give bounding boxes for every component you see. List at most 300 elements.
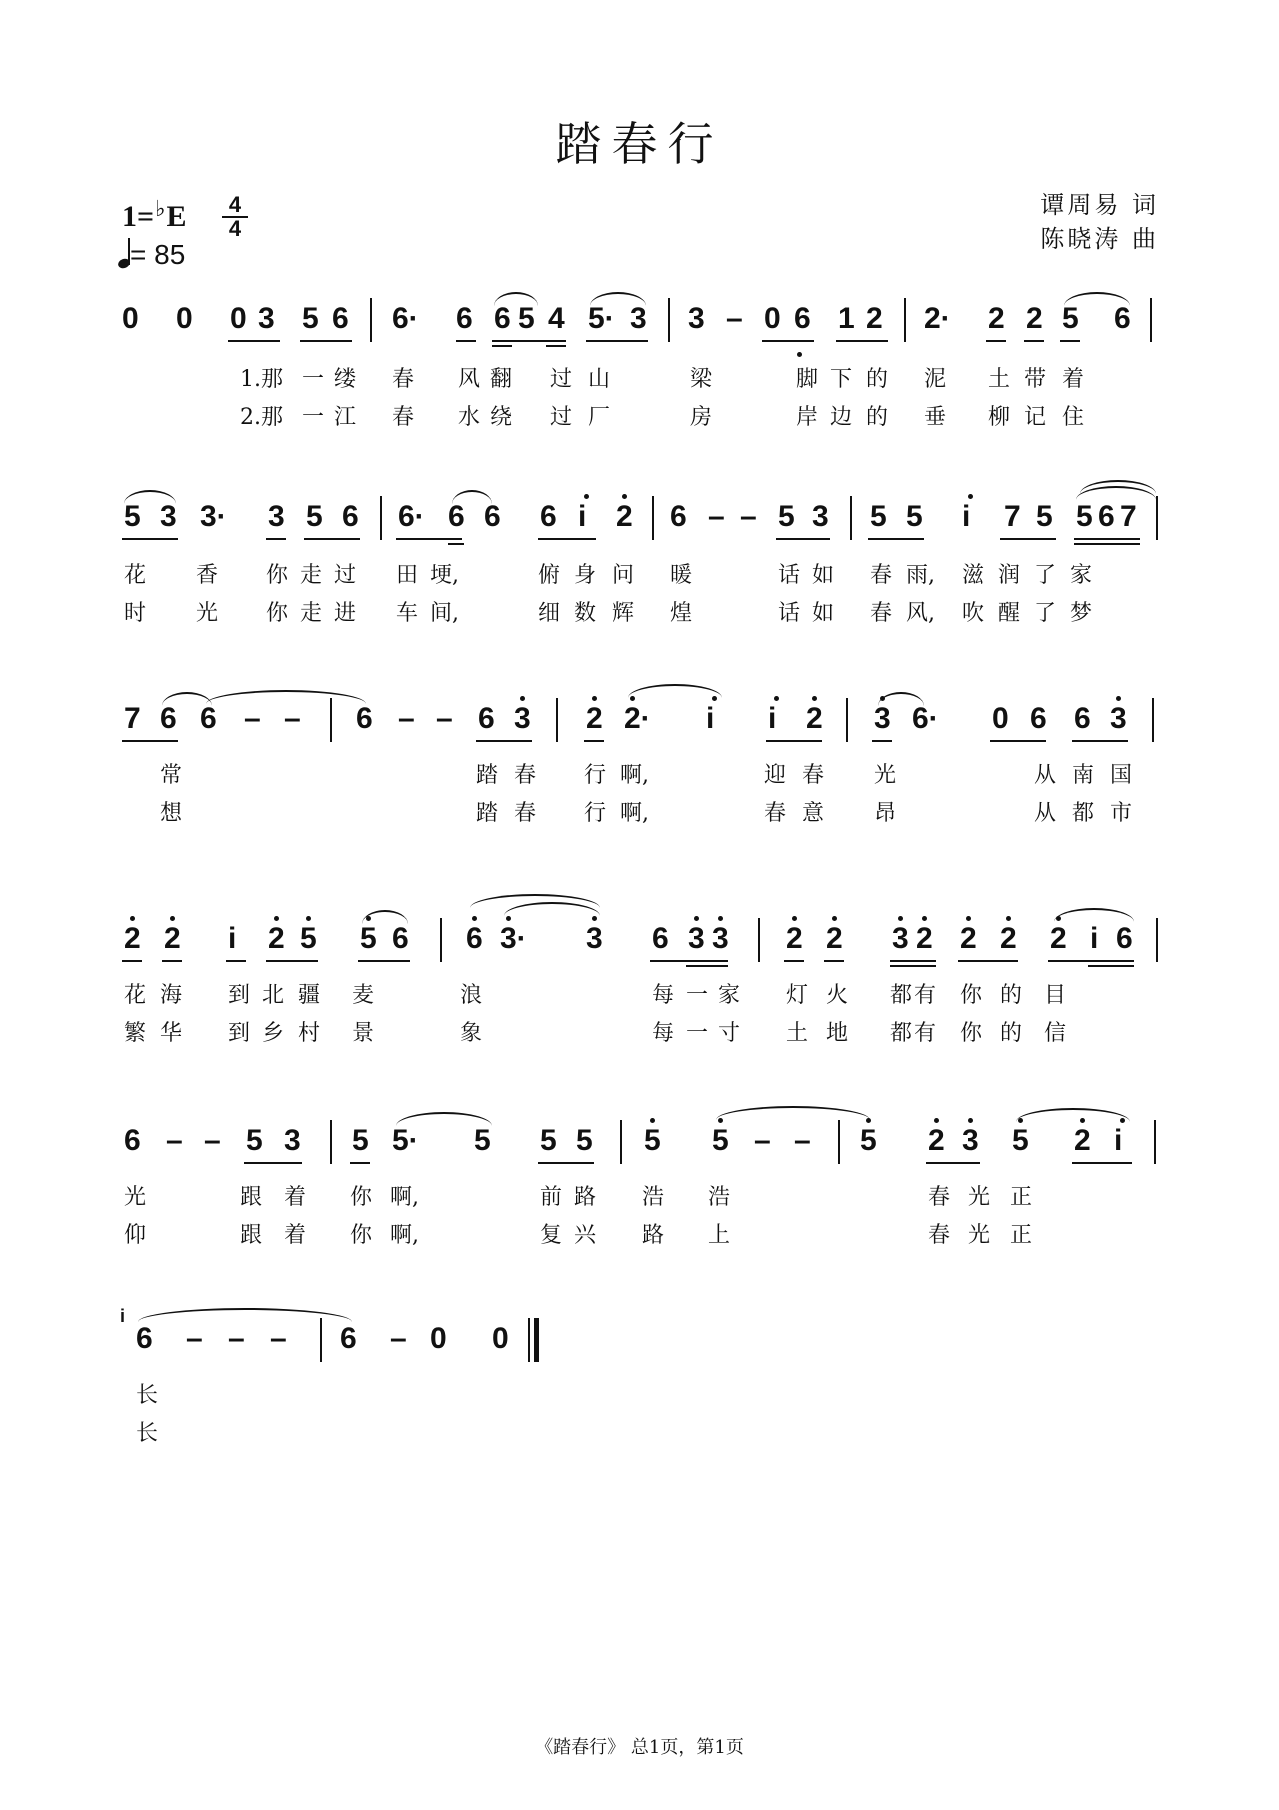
lyrics-verse-1 xyxy=(0,1378,1279,1408)
octave-dot xyxy=(592,696,597,701)
lyric: 梦 xyxy=(1070,601,1093,626)
underline-beam xyxy=(958,960,1018,962)
note: 3· xyxy=(500,922,527,955)
octave-dot xyxy=(934,1118,939,1123)
lyric: 家 xyxy=(718,983,741,1008)
barline xyxy=(330,698,332,742)
octave-dot xyxy=(472,916,477,921)
note: 6 xyxy=(1098,500,1115,533)
octave-dot xyxy=(792,916,797,921)
lyrics-verse-2 xyxy=(0,596,1279,626)
note: 5 xyxy=(1076,500,1093,533)
lyric: 都 xyxy=(890,1021,913,1046)
note: 5 xyxy=(306,500,323,533)
note: 0 xyxy=(230,302,247,335)
underline-beam xyxy=(1024,340,1044,342)
note: i xyxy=(1090,922,1099,955)
note: 5 xyxy=(124,500,141,533)
note: 3 xyxy=(160,500,177,533)
lyric: 从 xyxy=(1034,801,1057,826)
note: 5 xyxy=(712,1124,729,1157)
underline-beam xyxy=(122,960,142,962)
lyric: 有 xyxy=(914,983,937,1008)
lyric: 间, xyxy=(430,601,459,626)
lyric: 啊, xyxy=(620,801,649,826)
barline xyxy=(330,1120,332,1164)
lyric: 华 xyxy=(160,1021,183,1046)
lyric: 你 xyxy=(350,1223,373,1248)
slur xyxy=(494,292,538,306)
note: 2 xyxy=(786,922,803,955)
lyric: 兴 xyxy=(574,1223,597,1248)
lyric: 过 xyxy=(550,367,573,392)
note: 5 xyxy=(518,302,535,335)
note: 2 xyxy=(164,922,181,955)
note: 0 xyxy=(492,1322,509,1355)
underline-beam xyxy=(162,960,182,962)
note: 7 xyxy=(124,702,141,735)
lyrics-verse-2 xyxy=(0,1416,1279,1446)
note: 2 xyxy=(1050,922,1067,955)
note: 6 xyxy=(332,302,349,335)
note: 6 xyxy=(652,922,669,955)
lyric: 光 xyxy=(968,1223,991,1248)
note: 6 xyxy=(200,702,217,735)
note: – xyxy=(754,1124,771,1157)
lyric: 着 xyxy=(284,1223,307,1248)
barline xyxy=(652,496,654,540)
note: 0 xyxy=(122,302,139,335)
lyric: 1.那 xyxy=(240,367,283,392)
lyric: 迎 xyxy=(764,763,787,788)
note: i xyxy=(706,702,715,735)
barline xyxy=(904,298,906,342)
lyric: 话 xyxy=(778,563,801,588)
lyric: 埂, xyxy=(430,563,459,588)
lyric: 你 xyxy=(960,1021,983,1046)
lyric: 正 xyxy=(1010,1185,1033,1210)
lyric: 春 xyxy=(392,367,415,392)
lyric: 意 xyxy=(802,801,825,826)
note: 6 xyxy=(1074,702,1091,735)
underline-beam xyxy=(122,538,178,540)
underline-beam xyxy=(686,965,728,967)
lyric: 都 xyxy=(890,983,913,1008)
note: 5 xyxy=(1062,302,1079,335)
lyric: 山 xyxy=(588,367,611,392)
note: 6 xyxy=(448,500,465,533)
barline xyxy=(440,918,442,962)
note: 6 xyxy=(124,1124,141,1157)
note: 4 xyxy=(548,302,565,335)
notation-line xyxy=(0,302,1279,352)
lyric: 润 xyxy=(998,563,1021,588)
note: 2 xyxy=(586,702,603,735)
note: 5 xyxy=(860,1124,877,1157)
octave-dot xyxy=(797,352,802,357)
underline-beam xyxy=(226,960,246,962)
underline-beam xyxy=(836,340,888,342)
lyric: 浩 xyxy=(708,1185,731,1210)
underline-beam xyxy=(300,340,352,342)
underline-beam xyxy=(872,740,892,742)
note: – xyxy=(740,500,757,533)
lyric: 话 xyxy=(778,601,801,626)
key-prefix: 1= xyxy=(122,200,155,233)
quarter-note-icon xyxy=(118,238,130,268)
note: 2 xyxy=(1026,302,1043,335)
note: 6 xyxy=(466,922,483,955)
note: 2 xyxy=(960,922,977,955)
lyric: 常 xyxy=(160,763,183,788)
note: 6 xyxy=(340,1322,357,1355)
note: 2 xyxy=(806,702,823,735)
note: 2 xyxy=(988,302,1005,335)
lyrics-verse-1 xyxy=(0,558,1279,588)
octave-dot xyxy=(1006,916,1011,921)
tempo-marking xyxy=(118,238,185,271)
underline-beam xyxy=(304,538,360,540)
note: – xyxy=(244,702,261,735)
lyric: 家 xyxy=(1070,563,1093,588)
slur xyxy=(124,490,176,504)
lyric: 北 xyxy=(262,983,285,1008)
time-signature-bottom: 4 xyxy=(228,216,242,241)
note: 6 xyxy=(484,500,501,533)
note: 2 xyxy=(928,1124,945,1157)
lyric: 前 xyxy=(540,1185,563,1210)
lyric: 房 xyxy=(690,405,713,430)
lyric: 目 xyxy=(1044,983,1067,1008)
lyric: 边 xyxy=(830,405,853,430)
lyric: 市 xyxy=(1110,801,1133,826)
note: 6 xyxy=(540,500,557,533)
note: 3 xyxy=(1110,702,1127,735)
slur xyxy=(138,1308,352,1322)
lyric: 南 xyxy=(1072,763,1095,788)
lyric: 浪 xyxy=(460,983,483,1008)
octave-dot xyxy=(922,916,927,921)
octave-dot xyxy=(520,696,525,701)
lyric: 有 xyxy=(914,1021,937,1046)
lyric: 细 xyxy=(538,601,561,626)
underline-beam xyxy=(538,1162,594,1164)
note: 3 xyxy=(258,302,275,335)
lyric: 春 xyxy=(764,801,787,826)
lyric: 车 xyxy=(396,601,419,626)
note: 5 xyxy=(778,500,795,533)
note: 3 xyxy=(688,302,705,335)
lyric: 田 xyxy=(396,563,419,588)
note: 6 xyxy=(342,500,359,533)
note: 5 xyxy=(300,922,317,955)
underline-beam xyxy=(476,740,532,742)
lyrics-verse-1 xyxy=(0,758,1279,788)
lyric: 跟 xyxy=(240,1185,263,1210)
note: 0 xyxy=(992,702,1009,735)
underline-beam xyxy=(1060,340,1080,342)
lyric: 村 xyxy=(298,1021,321,1046)
note: 2 xyxy=(124,922,141,955)
note: 6 xyxy=(1030,702,1047,735)
octave-dot xyxy=(968,494,973,499)
lyric: 每 xyxy=(652,1021,675,1046)
underline-beam xyxy=(926,1162,980,1164)
note: 6 xyxy=(392,922,409,955)
note: 6 xyxy=(1114,302,1131,335)
lyric: 的 xyxy=(866,405,889,430)
underline-beam xyxy=(650,960,728,962)
octave-dot xyxy=(584,494,589,499)
underline-beam xyxy=(986,340,1006,342)
underline-beam xyxy=(1000,538,1056,540)
octave-dot xyxy=(832,916,837,921)
note: 5· xyxy=(588,302,615,335)
time-signature-top: 4 xyxy=(228,192,242,217)
barline xyxy=(668,298,670,342)
underline-beam xyxy=(456,340,476,342)
note: – xyxy=(186,1322,203,1355)
lyric: 踏 xyxy=(476,801,499,826)
lyric: 柳 xyxy=(988,405,1011,430)
lyric: 火 xyxy=(826,983,849,1008)
lyric: 了 xyxy=(1034,563,1057,588)
lyric: 啊, xyxy=(620,763,649,788)
lyric: 雨, xyxy=(906,563,935,588)
lyricist-credit: 谭周易 词 xyxy=(1040,191,1159,219)
octave-dot xyxy=(968,1118,973,1123)
barline xyxy=(380,496,382,540)
lyric: 身 xyxy=(574,563,597,588)
lyric: 绕 xyxy=(490,405,513,430)
credits xyxy=(1040,188,1159,256)
lyric: 水 xyxy=(458,405,481,430)
note: i xyxy=(578,500,587,533)
lyric: 记 xyxy=(1024,405,1047,430)
barline xyxy=(556,698,558,742)
note: 5 xyxy=(1012,1124,1029,1157)
lyrics-verse-1 xyxy=(0,1180,1279,1210)
underline-beam xyxy=(990,740,1046,742)
lyric: 的 xyxy=(866,367,889,392)
lyric: 一 xyxy=(302,367,325,392)
note: 5· xyxy=(392,1124,419,1157)
note: 7 xyxy=(1004,500,1021,533)
underline-beam xyxy=(586,340,648,342)
underline-beam xyxy=(492,340,566,342)
underline-beam xyxy=(244,1162,302,1164)
lyric: 吹 xyxy=(962,601,985,626)
lyric: 都 xyxy=(1072,801,1095,826)
underline-beam xyxy=(1072,740,1128,742)
lyric: 如 xyxy=(812,563,835,588)
lyric: 一 xyxy=(686,983,709,1008)
note: 2· xyxy=(624,702,651,735)
lyric: 脚 xyxy=(796,367,819,392)
underline-beam xyxy=(890,965,936,967)
lyrics-verse-1 xyxy=(0,362,1279,392)
lyrics-verse-2 xyxy=(0,1016,1279,1046)
lyric: 过 xyxy=(334,563,357,588)
lyric: 每 xyxy=(652,983,675,1008)
note: – xyxy=(228,1322,245,1355)
lyric: 风, xyxy=(906,601,935,626)
note: 5 xyxy=(246,1124,263,1157)
note: 0 xyxy=(764,302,781,335)
octave-dot xyxy=(812,696,817,701)
underline-beam xyxy=(358,960,410,962)
slur xyxy=(452,490,492,504)
note: 5 xyxy=(352,1124,369,1157)
slur xyxy=(590,292,646,306)
lyric: 长 xyxy=(136,1383,159,1408)
lyric: 乡 xyxy=(262,1021,285,1046)
lyric: 春 xyxy=(928,1185,951,1210)
note: 3 xyxy=(514,702,531,735)
note: 5 xyxy=(644,1124,661,1157)
note: – xyxy=(166,1124,183,1157)
note: 2 xyxy=(866,302,883,335)
note: 2 xyxy=(268,922,285,955)
note: 0 xyxy=(430,1322,447,1355)
lyric: 踏 xyxy=(476,763,499,788)
lyric: 春 xyxy=(392,405,415,430)
lyric: 光 xyxy=(874,763,897,788)
lyrics-verse-2 xyxy=(0,1218,1279,1248)
lyric: 信 xyxy=(1044,1021,1067,1046)
barline xyxy=(320,1318,322,1362)
lyric: 香 xyxy=(196,563,219,588)
lyric: 辉 xyxy=(612,601,635,626)
lyric: 垂 xyxy=(924,405,947,430)
slur xyxy=(1054,908,1134,922)
underline-beam xyxy=(824,960,844,962)
lyric: 你 xyxy=(960,983,983,1008)
lyric: 寸 xyxy=(718,1021,741,1046)
lyric: 了 xyxy=(1034,601,1057,626)
lyric: 啊, xyxy=(390,1185,419,1210)
underline-beam xyxy=(266,538,286,540)
note: 3 xyxy=(892,922,909,955)
underline-beam xyxy=(890,960,936,962)
lyric: 着 xyxy=(1062,367,1085,392)
underline-beam xyxy=(1048,960,1134,962)
key-letter: E xyxy=(166,200,187,233)
lyric: 滋 xyxy=(962,563,985,588)
lyric: 光 xyxy=(124,1185,147,1210)
barline xyxy=(1152,698,1154,742)
note: 5 xyxy=(1036,500,1053,533)
lyric: 啊, xyxy=(390,1223,419,1248)
note: 2 xyxy=(1000,922,1017,955)
octave-dot xyxy=(592,916,597,921)
note: – xyxy=(708,500,725,533)
underline-beam xyxy=(1074,538,1140,540)
note: 5 xyxy=(540,1124,557,1157)
lyric: 的 xyxy=(1000,1021,1023,1046)
lyric: 泥 xyxy=(924,367,947,392)
lyric: 进 xyxy=(334,601,357,626)
lyric: 仰 xyxy=(124,1223,147,1248)
lyric: 路 xyxy=(642,1223,665,1248)
note: i xyxy=(1114,1124,1123,1157)
note: – xyxy=(794,1124,811,1157)
lyric: 走 xyxy=(300,563,323,588)
note: 3 xyxy=(630,302,647,335)
notation-line xyxy=(0,1306,1279,1372)
lyric: 江 xyxy=(334,405,357,430)
octave-dot xyxy=(718,916,723,921)
note: 7 xyxy=(1120,500,1137,533)
lyric: 景 xyxy=(352,1021,375,1046)
lyric: 春 xyxy=(802,763,825,788)
barline xyxy=(1156,496,1158,540)
note: 5 xyxy=(474,1124,491,1157)
lyric: 你 xyxy=(266,601,289,626)
note: 5 xyxy=(360,922,377,955)
lyric: 从 xyxy=(1034,763,1057,788)
octave-dot xyxy=(1116,696,1121,701)
lyric: 的 xyxy=(1000,983,1023,1008)
note: 3 xyxy=(586,922,603,955)
note: 5 xyxy=(576,1124,593,1157)
note: 6· xyxy=(912,702,939,735)
lyric: 象 xyxy=(460,1021,483,1046)
page-footer: 《踏春行》 总1页，第1页 xyxy=(535,1737,744,1758)
underline-beam xyxy=(350,1162,370,1164)
lyric: 行 xyxy=(584,801,607,826)
lyric: 暖 xyxy=(670,563,693,588)
note: 6· xyxy=(398,500,425,533)
barline xyxy=(1150,298,1152,342)
note: 3 xyxy=(812,500,829,533)
barline xyxy=(850,496,852,540)
lyric: 花 xyxy=(124,563,147,588)
final-barline-thin xyxy=(528,1318,530,1362)
lyric: 俯 xyxy=(538,563,561,588)
lyric: 地 xyxy=(826,1021,849,1046)
lyric: 到 xyxy=(228,1021,251,1046)
slur xyxy=(1064,292,1130,306)
underline-beam xyxy=(584,740,604,742)
lyric: 带 xyxy=(1024,367,1047,392)
underline-beam xyxy=(1072,1162,1132,1164)
lyrics-verse-2 xyxy=(0,796,1279,826)
underline-beam xyxy=(396,538,462,540)
lyric: 复 xyxy=(540,1223,563,1248)
slur xyxy=(362,910,408,924)
lyric: 昂 xyxy=(874,801,897,826)
slur xyxy=(1080,480,1156,494)
note: 2 xyxy=(1074,1124,1091,1157)
lyric: 2.那 xyxy=(240,405,283,430)
note: – xyxy=(204,1124,221,1157)
note: 3 xyxy=(712,922,729,955)
lyric: 行 xyxy=(584,763,607,788)
octave-dot xyxy=(694,916,699,921)
lyric: 如 xyxy=(812,601,835,626)
lyric: 一 xyxy=(686,1021,709,1046)
lyric: 浩 xyxy=(642,1185,665,1210)
underline-beam xyxy=(492,345,512,347)
time-signature xyxy=(222,192,248,241)
barline xyxy=(620,1120,622,1164)
lyric: 时 xyxy=(124,601,147,626)
octave-dot xyxy=(506,916,511,921)
lyric: 繁 xyxy=(124,1021,147,1046)
underline-beam xyxy=(448,543,464,545)
lyric: 土 xyxy=(988,367,1011,392)
